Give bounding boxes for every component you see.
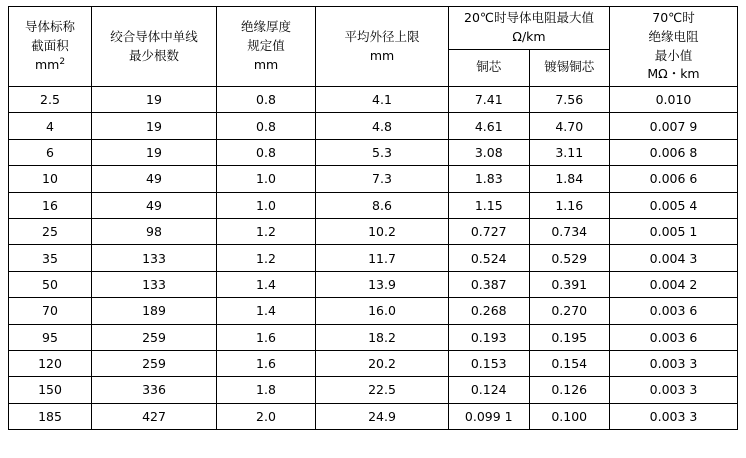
cell-thickness: 2.0 bbox=[217, 403, 316, 429]
cell-diameter: 4.1 bbox=[316, 87, 449, 113]
cell-insulation-resistance: 0.006 8 bbox=[610, 139, 738, 165]
cell-area: 95 bbox=[9, 324, 92, 350]
cell-insulation-resistance: 0.010 bbox=[610, 87, 738, 113]
cell-area: 25 bbox=[9, 218, 92, 244]
cell-resistance-tinned: 1.16 bbox=[529, 192, 610, 218]
cell-area: 50 bbox=[9, 271, 92, 297]
cable-specification-table bbox=[8, 6, 738, 430]
cell-resistance-tinned: 0.734 bbox=[529, 218, 610, 244]
table-row bbox=[9, 298, 738, 324]
table-row bbox=[9, 87, 738, 113]
cell-diameter: 18.2 bbox=[316, 324, 449, 350]
table-row bbox=[9, 218, 738, 244]
table-row bbox=[9, 166, 738, 192]
cell-thickness: 1.2 bbox=[217, 245, 316, 271]
cell-diameter: 5.3 bbox=[316, 139, 449, 165]
cell-wires: 133 bbox=[92, 271, 217, 297]
cell-thickness: 0.8 bbox=[217, 87, 316, 113]
cell-diameter: 16.0 bbox=[316, 298, 449, 324]
table-row bbox=[9, 403, 738, 429]
cell-insulation-resistance: 0.004 3 bbox=[610, 245, 738, 271]
header-min-wires: 绞合导体中单线 最少根数 bbox=[92, 7, 217, 87]
cell-area: 4 bbox=[9, 113, 92, 139]
cell-insulation-resistance: 0.003 6 bbox=[610, 298, 738, 324]
cell-area: 150 bbox=[9, 377, 92, 403]
cell-area: 16 bbox=[9, 192, 92, 218]
cell-resistance-copper: 7.41 bbox=[449, 87, 530, 113]
cell-resistance-tinned: 4.70 bbox=[529, 113, 610, 139]
cell-thickness: 1.8 bbox=[217, 377, 316, 403]
cell-diameter: 8.6 bbox=[316, 192, 449, 218]
table-row bbox=[9, 139, 738, 165]
cell-resistance-copper: 0.387 bbox=[449, 271, 530, 297]
cell-resistance-copper: 0.153 bbox=[449, 350, 530, 376]
cell-resistance-tinned: 0.529 bbox=[529, 245, 610, 271]
cell-insulation-resistance: 0.005 1 bbox=[610, 218, 738, 244]
cell-resistance-tinned: 0.195 bbox=[529, 324, 610, 350]
cell-wires: 19 bbox=[92, 113, 217, 139]
cell-wires: 259 bbox=[92, 350, 217, 376]
table-row bbox=[9, 350, 738, 376]
cell-diameter: 11.7 bbox=[316, 245, 449, 271]
cell-diameter: 4.8 bbox=[316, 113, 449, 139]
cell-resistance-copper: 0.099 1 bbox=[449, 403, 530, 429]
cell-wires: 189 bbox=[92, 298, 217, 324]
cell-diameter: 13.9 bbox=[316, 271, 449, 297]
header-resistance-copper: 铜芯 bbox=[449, 49, 530, 87]
cell-area: 185 bbox=[9, 403, 92, 429]
cell-thickness: 1.2 bbox=[217, 218, 316, 244]
cell-wires: 98 bbox=[92, 218, 217, 244]
table-row bbox=[9, 245, 738, 271]
header-resistance-tinned-copper: 镀锡铜芯 bbox=[529, 49, 610, 87]
cell-thickness: 1.6 bbox=[217, 350, 316, 376]
table-body bbox=[9, 87, 738, 430]
cell-insulation-resistance: 0.004 2 bbox=[610, 271, 738, 297]
cell-diameter: 7.3 bbox=[316, 166, 449, 192]
table-row bbox=[9, 271, 738, 297]
header-insulation-thickness: 绝缘厚度 规定值 mm bbox=[217, 7, 316, 87]
cell-area: 120 bbox=[9, 350, 92, 376]
cell-insulation-resistance: 0.006 6 bbox=[610, 166, 738, 192]
cell-insulation-resistance: 0.003 6 bbox=[610, 324, 738, 350]
cell-resistance-copper: 1.83 bbox=[449, 166, 530, 192]
cell-area: 70 bbox=[9, 298, 92, 324]
cell-resistance-tinned: 0.100 bbox=[529, 403, 610, 429]
cell-insulation-resistance: 0.007 9 bbox=[610, 113, 738, 139]
cell-resistance-copper: 0.268 bbox=[449, 298, 530, 324]
cell-resistance-tinned: 0.126 bbox=[529, 377, 610, 403]
table-row bbox=[9, 324, 738, 350]
cell-wires: 133 bbox=[92, 245, 217, 271]
cell-thickness: 1.4 bbox=[217, 298, 316, 324]
cell-area: 2.5 bbox=[9, 87, 92, 113]
cell-resistance-copper: 0.727 bbox=[449, 218, 530, 244]
table-header bbox=[9, 7, 738, 87]
cell-resistance-copper: 3.08 bbox=[449, 139, 530, 165]
cell-resistance-tinned: 0.154 bbox=[529, 350, 610, 376]
table-row bbox=[9, 113, 738, 139]
cell-thickness: 1.0 bbox=[217, 192, 316, 218]
cell-wires: 336 bbox=[92, 377, 217, 403]
cell-insulation-resistance: 0.005 4 bbox=[610, 192, 738, 218]
cell-wires: 19 bbox=[92, 87, 217, 113]
header-row-top bbox=[9, 7, 738, 50]
cell-area: 35 bbox=[9, 245, 92, 271]
cell-insulation-resistance: 0.003 3 bbox=[610, 350, 738, 376]
cell-thickness: 1.6 bbox=[217, 324, 316, 350]
document-page bbox=[0, 6, 746, 458]
cell-resistance-copper: 0.524 bbox=[449, 245, 530, 271]
cell-wires: 259 bbox=[92, 324, 217, 350]
cell-resistance-tinned: 3.11 bbox=[529, 139, 610, 165]
table-row bbox=[9, 377, 738, 403]
cell-diameter: 10.2 bbox=[316, 218, 449, 244]
cell-wires: 49 bbox=[92, 192, 217, 218]
cell-wires: 19 bbox=[92, 139, 217, 165]
cell-resistance-copper: 0.124 bbox=[449, 377, 530, 403]
cell-thickness: 0.8 bbox=[217, 139, 316, 165]
cell-diameter: 24.9 bbox=[316, 403, 449, 429]
cell-resistance-tinned: 1.84 bbox=[529, 166, 610, 192]
cell-wires: 427 bbox=[92, 403, 217, 429]
cell-resistance-copper: 0.193 bbox=[449, 324, 530, 350]
header-avg-outer-diameter: 平均外径上限 mm bbox=[316, 7, 449, 87]
cell-insulation-resistance: 0.003 3 bbox=[610, 377, 738, 403]
cell-diameter: 22.5 bbox=[316, 377, 449, 403]
cell-resistance-tinned: 0.270 bbox=[529, 298, 610, 324]
cell-area: 10 bbox=[9, 166, 92, 192]
header-conductor-area: 导体标称 截面积 $mm^2$ bbox=[9, 7, 92, 87]
cell-thickness: 1.0 bbox=[217, 166, 316, 192]
cell-insulation-resistance: 0.003 3 bbox=[610, 403, 738, 429]
cell-diameter: 20.2 bbox=[316, 350, 449, 376]
cell-wires: 49 bbox=[92, 166, 217, 192]
cell-area: 6 bbox=[9, 139, 92, 165]
cell-resistance-copper: 4.61 bbox=[449, 113, 530, 139]
cell-thickness: 0.8 bbox=[217, 113, 316, 139]
header-insulation-resistance: 70℃时 绝缘电阻 最小值 MΩ・km bbox=[610, 7, 738, 87]
area-unit-superscript: 2 bbox=[59, 56, 66, 67]
cell-resistance-tinned: 7.56 bbox=[529, 87, 610, 113]
table-row bbox=[9, 192, 738, 218]
cell-resistance-tinned: 0.391 bbox=[529, 271, 610, 297]
header-resistance-group: 20℃时导体电阻最大值 Ω/km bbox=[449, 7, 610, 50]
cell-thickness: 1.4 bbox=[217, 271, 316, 297]
cell-resistance-copper: 1.15 bbox=[449, 192, 530, 218]
